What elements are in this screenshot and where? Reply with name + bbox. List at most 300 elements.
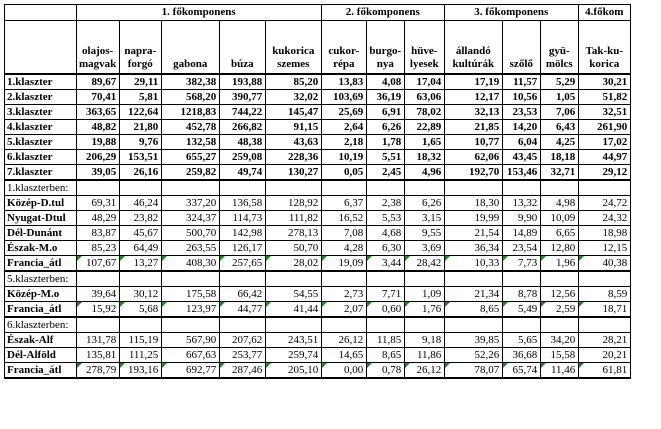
table-cell: 29,12 [579,165,631,181]
table-cell: 4,98 [541,196,579,211]
table-cell: 4,96 [405,165,445,181]
table-cell: 7,71 [367,287,405,302]
table-cell: 408,30 [162,256,220,272]
table-cell [367,317,405,333]
row-label: 3.klaszter [5,105,77,120]
table-cell: 2,18 [322,135,367,150]
table-cell [405,317,445,333]
table-cell: 48,38 [220,135,266,150]
table-cell: 36,68 [503,348,541,363]
table-cell: 192,70 [445,165,503,181]
table-cell: 3,44 [367,256,405,272]
group-header-row [5,5,631,21]
table-cell: 287,46 [220,363,266,379]
table-cell: 2,45 [367,165,405,181]
table-cell: 8,59 [579,287,631,302]
table-cell: 6,30 [367,241,405,256]
table-cell: 45,67 [120,226,162,241]
table-cell: 6,43 [541,120,579,135]
column-header-11: gyü- mölcs [541,21,579,75]
section-title: 5.klaszterben: [5,271,77,287]
table-cell [405,180,445,196]
table-cell: 259,82 [162,165,220,181]
table-cell: 32,13 [445,105,503,120]
table-cell: 3,69 [405,241,445,256]
table-cell: 78,02 [405,105,445,120]
table-cell: 85,20 [266,74,322,90]
table-cell: 23,82 [120,211,162,226]
table-cell: 43,63 [266,135,322,150]
column-header-6: cukor- répa [322,21,367,75]
table-cell [120,317,162,333]
table-cell [322,180,367,196]
table-cell: 175,58 [162,287,220,302]
table-cell: 7,73 [503,256,541,272]
table-cell: 48,29 [77,211,120,226]
table-cell: 23,54 [503,241,541,256]
cluster-row [5,90,631,105]
table-cell: 24,32 [579,211,631,226]
section-title-row [5,317,631,333]
table-cell: 363,65 [77,105,120,120]
table-cell [579,271,631,287]
table-cell: 10,33 [445,256,503,272]
table-cell: 228,36 [266,150,322,165]
table-cell: 567,90 [162,333,220,348]
table-cell [266,180,322,196]
table-cell [541,271,579,287]
table-cell: 9,76 [120,135,162,150]
table-cell: 6,91 [367,105,405,120]
table-cell: 10,56 [503,90,541,105]
table-cell: 85,23 [77,241,120,256]
table-cell: 111,25 [120,348,162,363]
table-cell: 32,71 [541,165,579,181]
table-cell [77,317,120,333]
row-label: Francia_átl [5,256,77,272]
table-cell: 50,70 [266,241,322,256]
table-cell: 10,19 [322,150,367,165]
table-cell: 30,21 [579,74,631,90]
table-cell: 4,28 [322,241,367,256]
table-cell: 8,65 [445,302,503,318]
row-label: Francia_átl [5,302,77,318]
table-cell: 18,18 [541,150,579,165]
table-cell: 253,77 [220,348,266,363]
table-cell: 744,22 [220,105,266,120]
table-cell: 8,65 [367,348,405,363]
table-cell: 17,19 [445,74,503,90]
row-label: Észak-Alf [5,333,77,348]
table-cell: 259,74 [266,348,322,363]
table-cell [367,271,405,287]
table-cell: 6,26 [367,120,405,135]
table-cell: 207,62 [220,333,266,348]
table-row [5,348,631,363]
column-header-7: burgo- nya [367,21,405,75]
section-title-row [5,271,631,287]
section-title-row [5,180,631,196]
table-cell: 7,06 [541,105,579,120]
group-header-1: 1. főkomponens [77,5,322,21]
table-row [5,226,631,241]
table-cell: 62,06 [445,150,503,165]
table-cell: 390,77 [220,90,266,105]
table-cell: 6,65 [541,226,579,241]
table-cell: 24,72 [579,196,631,211]
table-cell: 107,67 [77,256,120,272]
table-cell [445,317,503,333]
table-cell [220,180,266,196]
table-cell: 11,85 [367,333,405,348]
row-label: Észak-M.o [5,241,77,256]
row-label: 4.klaszter [5,120,77,135]
table-row [5,363,631,379]
table-cell: 34,20 [541,333,579,348]
cluster-row [5,105,631,120]
table-cell: 145,47 [266,105,322,120]
table-cell [322,317,367,333]
table-cell: 46,24 [120,196,162,211]
table-cell: 115,19 [120,333,162,348]
section-title: 1.klaszterben: [5,180,77,196]
table-cell: 1,96 [541,256,579,272]
table-cell: 243,51 [266,333,322,348]
table-cell: 52,26 [445,348,503,363]
table-row [5,256,631,272]
table-cell: 91,15 [266,120,322,135]
table-cell: 128,92 [266,196,322,211]
table-cell: 19,99 [445,211,503,226]
table-cell: 2,38 [367,196,405,211]
table-cell: 10,77 [445,135,503,150]
table-cell: 131,78 [77,333,120,348]
row-label: 1.klaszter [5,74,77,90]
table-row [5,241,631,256]
table-cell: 3,15 [405,211,445,226]
table-cell: 2,59 [541,302,579,318]
table-cell: 14,89 [503,226,541,241]
table-cell: 1,78 [367,135,405,150]
table-cell: 21,80 [120,120,162,135]
table-cell: 44,77 [220,302,266,318]
table-cell: 28,42 [405,256,445,272]
cluster-row [5,165,631,181]
table-cell: 12,17 [445,90,503,105]
table-cell: 568,20 [162,90,220,105]
table-cell: 16,52 [322,211,367,226]
table-cell: 64,49 [120,241,162,256]
table-cell: 21,85 [445,120,503,135]
table-cell: 39,64 [77,287,120,302]
table-cell: 89,67 [77,74,120,90]
table-cell: 14,20 [503,120,541,135]
cluster-row [5,120,631,135]
table-cell: 26,12 [322,333,367,348]
table-cell: 9,55 [405,226,445,241]
table-cell: 382,38 [162,74,220,90]
table-cell: 28,02 [266,256,322,272]
table-cell: 2,64 [322,120,367,135]
table-cell: 78,07 [445,363,503,379]
table-cell: 39,05 [77,165,120,181]
table-cell: 0,78 [367,363,405,379]
table-cell: 11,46 [541,363,579,379]
table-cell: 257,65 [220,256,266,272]
table-cell: 5,29 [541,74,579,90]
table-cell: 54,55 [266,287,322,302]
table-cell [162,317,220,333]
table-cell: 500,70 [162,226,220,241]
table-cell: 1,76 [405,302,445,318]
table-cell: 25,69 [322,105,367,120]
table-row [5,211,631,226]
table-cell: 0,00 [322,363,367,379]
group-header-3: 3. főkomponens [445,5,579,21]
table-cell: 266,82 [220,120,266,135]
table-cell [162,271,220,287]
table-cell [445,180,503,196]
table-cell: 667,63 [162,348,220,363]
column-header-row [5,21,631,75]
table-cell: 40,38 [579,256,631,272]
table-cell: 4,25 [541,135,579,150]
table-cell: 12,56 [541,287,579,302]
table-cell: 11,86 [405,348,445,363]
table-cell [220,317,266,333]
table-cell [322,271,367,287]
row-label: Közép-D.tul [5,196,77,211]
table-cell [266,271,322,287]
table-cell: 65,74 [503,363,541,379]
table-cell: 2,73 [322,287,367,302]
column-header-2: napra- forgó [120,21,162,75]
section-title: 6.klaszterben: [5,317,77,333]
table-cell: 8,78 [503,287,541,302]
table-cell: 6,04 [503,135,541,150]
table-cell: 278,13 [266,226,322,241]
table-cell: 2,07 [322,302,367,318]
column-header-8: hüve- lyesek [405,21,445,75]
table-cell [579,317,631,333]
table-cell: 26,16 [120,165,162,181]
table-cell: 111,82 [266,211,322,226]
row-label: 5.klaszter [5,135,77,150]
table-cell [503,180,541,196]
column-header-0 [5,21,77,75]
table-cell: 1218,83 [162,105,220,120]
table-cell: 10,09 [541,211,579,226]
table-cell: 43,45 [503,150,541,165]
cluster-row [5,74,631,90]
column-header-12: Tak-ku- korica [579,21,631,75]
table-cell: 22,89 [405,120,445,135]
table-cell: 142,98 [220,226,266,241]
table-cell: 14,65 [322,348,367,363]
table-cell: 12,80 [541,241,579,256]
table-cell: 32,02 [266,90,322,105]
table-cell: 655,27 [162,150,220,165]
table-cell: 261,90 [579,120,631,135]
table-cell: 5,81 [120,90,162,105]
table-cell: 259,08 [220,150,266,165]
table-cell: 452,78 [162,120,220,135]
table-cell [579,180,631,196]
table-cell: 114,73 [220,211,266,226]
row-label: Nyugat-Dtul [5,211,77,226]
table-cell: 83,87 [77,226,120,241]
table-cell: 21,54 [445,226,503,241]
table-cell: 18,98 [579,226,631,241]
table-cell: 21,34 [445,287,503,302]
table-cell [503,317,541,333]
table-cell: 6,26 [405,196,445,211]
table-cell [120,180,162,196]
table-cell: 49,74 [220,165,266,181]
table-cell [541,317,579,333]
table-row [5,196,631,211]
table-cell: 1,65 [405,135,445,150]
table-cell: 5,68 [120,302,162,318]
table-cell: 130,27 [266,165,322,181]
table-row [5,287,631,302]
table-cell: 278,79 [77,363,120,379]
table-cell: 30,12 [120,287,162,302]
group-header-0 [5,5,77,21]
table-cell: 153,46 [503,165,541,181]
table-cell: 103,69 [322,90,367,105]
table-cell: 5,49 [503,302,541,318]
table-cell: 132,58 [162,135,220,150]
table-cell [405,271,445,287]
table-cell [445,271,503,287]
row-label: Közép-M.o [5,287,77,302]
table-cell: 337,20 [162,196,220,211]
table-cell: 44,97 [579,150,631,165]
table-cell: 136,58 [220,196,266,211]
cluster-row [5,150,631,165]
table-cell: 206,29 [77,150,120,165]
table-cell [162,180,220,196]
column-header-3: gabona [162,21,220,75]
table-cell [503,271,541,287]
table-cell: 17,02 [579,135,631,150]
table-cell: 39,85 [445,333,503,348]
table-cell [541,180,579,196]
table-cell [120,271,162,287]
table-cell: 18,32 [405,150,445,165]
row-label: 7.klaszter [5,165,77,181]
table-cell: 1,05 [541,90,579,105]
table-cell: 5,51 [367,150,405,165]
table-cell: 32,51 [579,105,631,120]
table-cell: 193,88 [220,74,266,90]
row-label: Dél-Alföld [5,348,77,363]
table-cell: 1,09 [405,287,445,302]
table-cell: 13,83 [322,74,367,90]
table-cell: 28,21 [579,333,631,348]
row-label: 6.klaszter [5,150,77,165]
table-cell: 19,88 [77,135,120,150]
table-cell: 29,11 [120,74,162,90]
table-cell: 4,08 [367,74,405,90]
table-cell: 205,10 [266,363,322,379]
table-cell [77,271,120,287]
table-cell [266,317,322,333]
table-cell: 48,82 [77,120,120,135]
table-cell: 7,08 [322,226,367,241]
table-cell: 18,71 [579,302,631,318]
row-label: Francia_átl [5,363,77,379]
table-cell: 15,92 [77,302,120,318]
table-cell: 36,34 [445,241,503,256]
table-cell: 5,53 [367,211,405,226]
table-cell: 61,81 [579,363,631,379]
table-row [5,333,631,348]
table-cell: 9,90 [503,211,541,226]
table-cell: 70,41 [77,90,120,105]
table-cell: 135,81 [77,348,120,363]
table-cell: 11,57 [503,74,541,90]
table-cell: 20,21 [579,348,631,363]
table-cell: 4,68 [367,226,405,241]
table-cell: 0,60 [367,302,405,318]
table-cell: 41,44 [266,302,322,318]
table-cell: 63,06 [405,90,445,105]
column-header-1: olajos- magvak [77,21,120,75]
table-cell: 23,53 [503,105,541,120]
cluster-row [5,135,631,150]
column-header-4: búza [220,21,266,75]
table-cell: 15,58 [541,348,579,363]
cluster-table [4,4,631,379]
table-cell: 692,77 [162,363,220,379]
table-cell: 19,09 [322,256,367,272]
table-cell: 26,12 [405,363,445,379]
table-cell: 18,30 [445,196,503,211]
table-cell: 6,37 [322,196,367,211]
table-cell: 69,31 [77,196,120,211]
table-cell: 12,15 [579,241,631,256]
table-cell: 193,16 [120,363,162,379]
column-header-5: kukorica szemes [266,21,322,75]
table-cell: 51,82 [579,90,631,105]
table-cell: 17,04 [405,74,445,90]
table-cell [77,180,120,196]
table-cell: 5,65 [503,333,541,348]
table-cell: 153,51 [120,150,162,165]
row-label: 2.klaszter [5,90,77,105]
column-header-10: szőlő [503,21,541,75]
column-header-9: állandó kultúrák [445,21,503,75]
table-cell: 324,37 [162,211,220,226]
table-cell: 263,55 [162,241,220,256]
table-cell: 123,97 [162,302,220,318]
table-cell: 66,42 [220,287,266,302]
table-cell: 0,05 [322,165,367,181]
table-cell: 13,32 [503,196,541,211]
table-cell: 126,17 [220,241,266,256]
table-cell: 9,18 [405,333,445,348]
table-cell [367,180,405,196]
row-label: Dél-Dunánt [5,226,77,241]
table-cell: 13,27 [120,256,162,272]
group-header-4: 4.főkom [579,5,631,21]
table-cell: 122,64 [120,105,162,120]
table-cell: 36,19 [367,90,405,105]
table-cell [220,271,266,287]
group-header-2: 2. főkomponens [322,5,445,21]
